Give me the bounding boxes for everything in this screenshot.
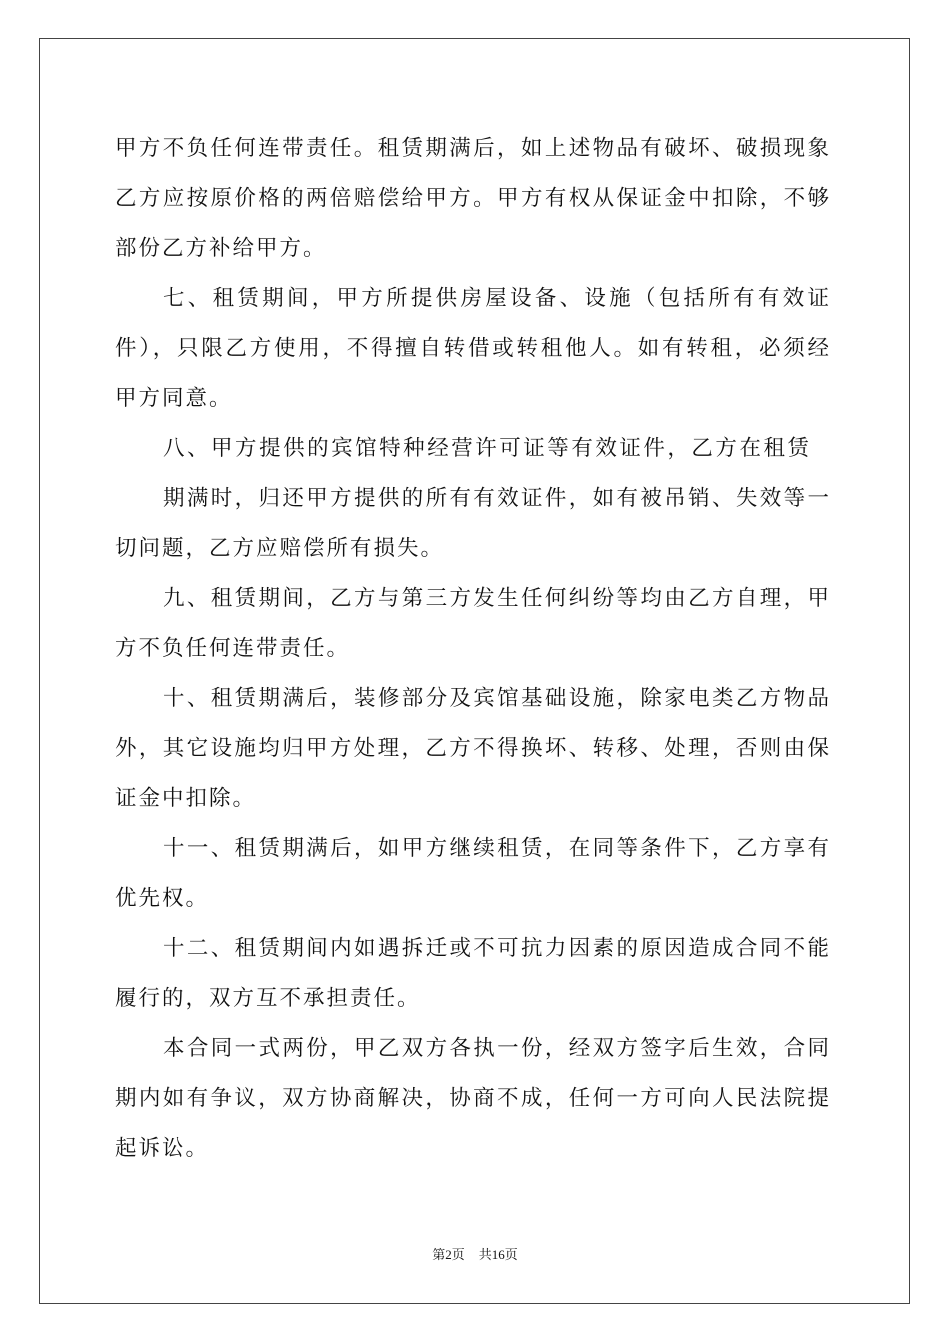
text-line: 乙方应按原价格的两倍赔偿给甲方。甲方有权从保证金中扣除，不够 [115,186,831,211]
text-line: 甲方不负任何连带责任。租赁期满后，如上述物品有破坏、破损现象 [115,136,831,161]
text-line: 七、租赁期间，甲方所提供房屋设备、设施（包括所有有效证 [163,286,831,311]
text-line: 期内如有争议，双方协商解决，协商不成，任何一方可向人民法院提 [115,1086,831,1111]
page-number: 第2页 [432,1247,465,1262]
text-line: 件），只限乙方使用，不得擅自转借或转租他人。如有转租，必须经 [115,336,831,361]
text-line: 九、租赁期间，乙方与第三方发生任何纠纷等均由乙方自理，甲 [163,586,831,611]
text-line: 十二、租赁期间内如遇拆迁或不可抗力因素的原因造成合同不能 [163,936,831,961]
text-line: 十、租赁期满后，装修部分及宾馆基础设施，除家电类乙方物品 [163,686,831,711]
text-line: 甲方同意。 [115,386,233,411]
text-line: 部份乙方补给甲方。 [115,236,327,261]
text-line: 优先权。 [115,886,210,911]
text-line: 八、甲方提供的宾馆特种经营许可证等有效证件，乙方在租赁 [163,436,811,461]
page-total: 共16页 [478,1247,518,1262]
text-line: 期满时，归还甲方提供的所有有效证件，如有被吊销、失效等一 [163,486,831,511]
text-line: 外，其它设施均归甲方处理，乙方不得换坏、转移、处理，否则由保 [115,736,831,761]
page-footer [0,1246,950,1264]
text-line: 起诉讼。 [115,1136,210,1161]
text-line: 方不负任何连带责任。 [115,636,351,661]
text-line: 证金中扣除。 [115,786,257,811]
text-line: 本合同一式两份，甲乙双方各执一份，经双方签字后生效，合同 [163,1036,831,1061]
text-line: 十一、租赁期满后，如甲方继续租赁，在同等条件下，乙方享有 [163,836,831,861]
text-line: 切问题，乙方应赔偿所有损失。 [115,536,445,561]
text-line: 履行的，双方互不承担责任。 [115,986,421,1011]
